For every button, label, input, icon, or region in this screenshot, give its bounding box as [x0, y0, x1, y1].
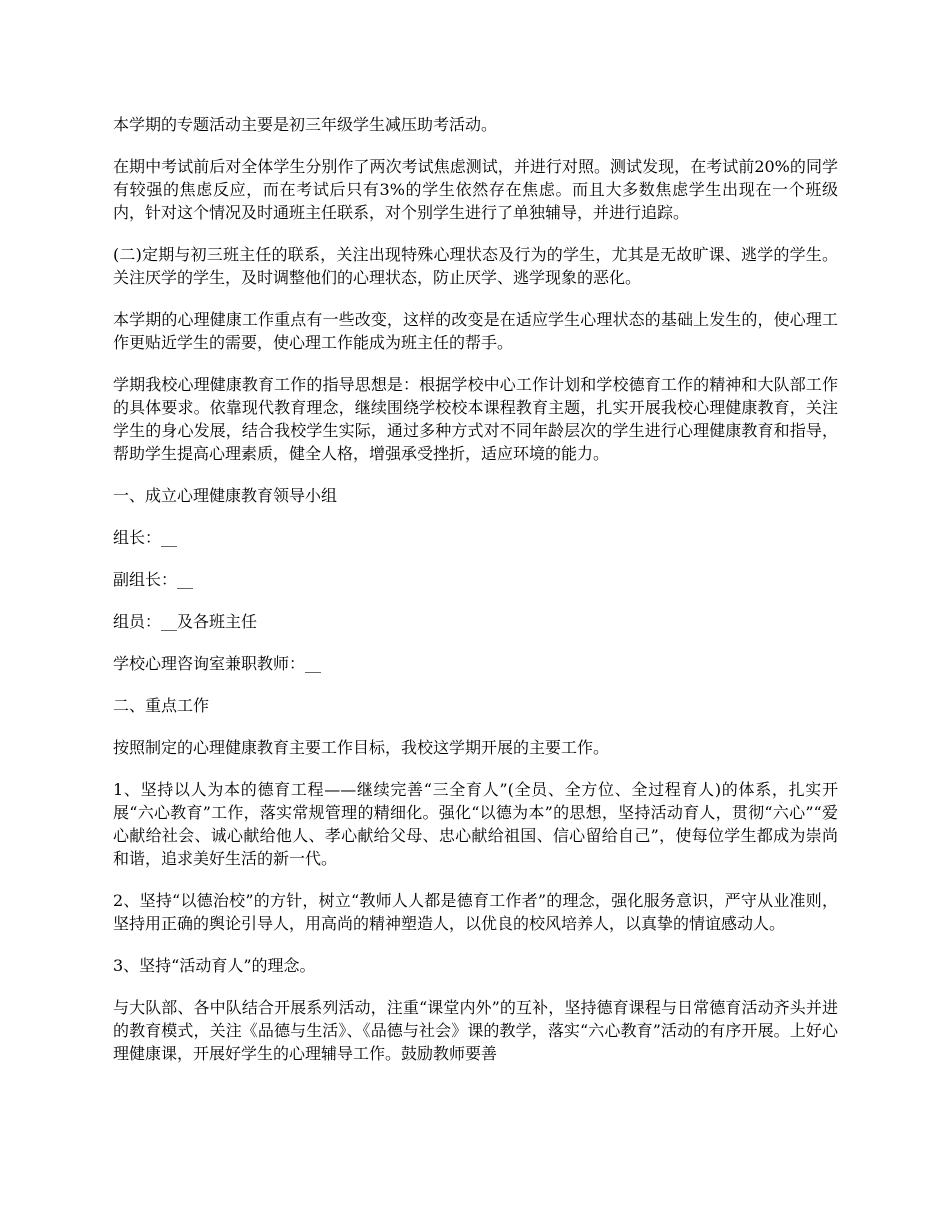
members-line: 组员：__及各班主任 — [113, 612, 258, 631]
paragraph-intro: 本学期的专题活动主要是初三年级学生减压助考活动。 — [113, 115, 498, 134]
paragraph-item-1: 1、坚持以人为本的德育工程——继续完善“三全育人”(全员、全方位、全过程育人)的体系，扎实开展“六心教育”工作，落实常规管理的精细化。强化“以德为本”的思想，坚持活动育人，贯彻“六心”“爱心献给社会、诚心献给他人、孝心献给父母、忠心献给祖国、信心留给自己”，使每位学生都成为崇尚和谐，追求美好生活的新一代。 — [113, 780, 838, 868]
paragraph-work-goals: 按照制定的心理健康教育主要工作目标，我校这学期开展的主要工作。 — [113, 738, 610, 757]
counselor-line: 学校心理咨询室兼职教师：__ — [113, 654, 322, 673]
paragraph-activities: 与大队部、各中队结合开展系列活动，注重“课堂内外”的互补，坚持德育课程与日常德育活动齐头并进的教育模式，关注《品德与生活》、《品德与社会》课的教学，落实“六心教育”活动的有序开展。上好心理健康课，开展好学生的心理辅导工作。鼓励教师要善 — [113, 998, 838, 1063]
paragraph-anxiety-test: 在期中考试前后对全体学生分别作了两次考试焦虑测试，并进行对照。测试发现，在考试前20%的同学有较强的焦虑反应，而在考试后只有3%的学生依然存在焦虑。而且大多数焦虑学生出现在一个班级内，针对这个情况及时通班主任联系，对个别学生进行了单独辅导，并进行追踪。 — [113, 157, 838, 222]
section-heading-key-work: 二、重点工作 — [113, 696, 210, 715]
section-heading-leadership: 一、成立心理健康教育领导小组 — [113, 486, 338, 505]
leader-line: 组长：__ — [113, 528, 178, 547]
deputy-leader-line: 副组长：__ — [113, 570, 194, 589]
paragraph-contact-teachers: (二)定期与初三班主任的联系，关注出现特殊心理状态及行为的学生，尤其是无故旷课、逃学的学生。关注厌学的学生，及时调整他们的心理状态，防止厌学、逃学现象的恶化。 — [113, 245, 838, 287]
paragraph-guiding-ideology: 学期我校心理健康教育工作的指导思想是：根据学校中心工作计划和学校德育工作的精神和大队部工作的具体要求。依靠现代教育理念，继续围绕学校校本课程教育主题，扎实开展我校心理健康教育，关注学生的身心发展，结合我校学生实际，通过多种方式对不同年龄层次的学生进行心理健康教育和指导，帮助学生提高心理素质，健全人格，增强承受挫折，适应环境的能力。 — [113, 375, 838, 463]
paragraph-focus-change: 本学期的心理健康工作重点有一些改变，这样的改变是在适应学生心理状态的基础上发生的，使心理工作更贴近学生的需要，使心理工作能成为班主任的帮手。 — [113, 310, 838, 352]
paragraph-item-3: 3、坚持“活动育人”的理念。 — [113, 956, 316, 975]
paragraph-item-2: 2、坚持“以德治校”的方针，树立“教师人人都是德育工作者”的理念，强化服务意识，严守从业准则，坚持用正确的舆论引导人，用高尚的精神塑造人，以优良的校风培养人，以真挚的情谊感动人。 — [113, 891, 838, 933]
